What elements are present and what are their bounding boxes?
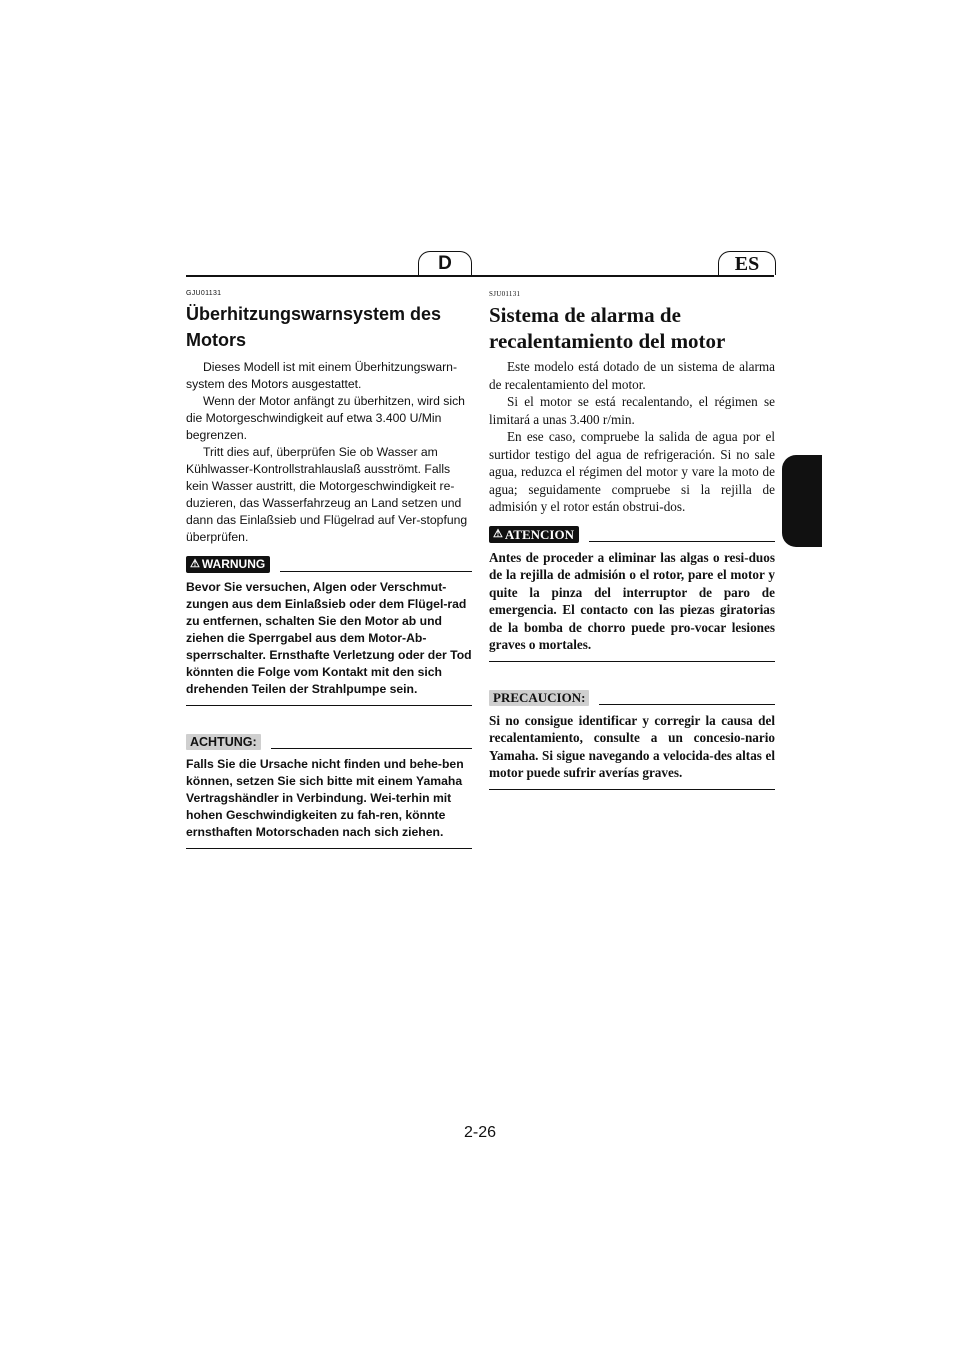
german-caution-header-rule [271, 748, 472, 749]
warning-triangle-icon: ⚠ [190, 558, 200, 570]
german-title-line-2: Motors [186, 330, 246, 350]
german-title-line-1: Überhitzungswarnsystem des [186, 304, 442, 324]
language-tab-german: D [418, 251, 472, 275]
spanish-warning-header-rule [589, 541, 775, 542]
german-caution-text: Falls Sie die Ursache nicht finden und behe-ben können, setzen Sie sich bitte mit einem Yamaha Vertragshändler in Verbindung. Wei-terhin mit hohen Geschwindigkeiten zu fah-ren, könnte ernsthaften Motorschaden nach sich ziehen. [186, 757, 464, 839]
language-tab-spanish: ES [718, 251, 776, 275]
german-paragraph-1: Dieses Modell ist mit einem Überhitzungswarn-system des Motors ausgestattet. [186, 360, 457, 391]
warning-triangle-icon: ⚠ [493, 527, 503, 540]
spanish-caution-end-rule [489, 789, 775, 790]
spanish-warning-text: Antes de proceder a eliminar las algas o resi-duos de la rejilla de admisión o el rotor, pare el motor y quite la pinza del interruptor de paro de emergencia. El contacto con las piezas giratorias de la bomba de chorro puede pro-vocar lesiones graves o mortales. [489, 549, 775, 652]
spanish-title-line-2: recalentamiento del motor [489, 329, 726, 353]
page-number: 2-26 [463, 1124, 497, 1141]
spanish-title [489, 302, 775, 354]
german-warning-label: WARNUNG [201, 557, 266, 571]
german-warning-header-rule [280, 571, 472, 572]
german-warning-text: Bevor Sie versuchen, Algen oder Verschmut-zungen aus dem Einlaßsieb oder dem Flügel-rad zu entfernen, schalten Sie den Motor ab und ziehen die Sperrgabel aus dem Motor-Ab-sperrschalter. Ernsthafte Verletzung oder der Tod könnten die Folge vom Kontakt mit den sich drehenden Teilen der Strahlpumpe sein. [186, 580, 472, 696]
spanish-paragraph-3: En ese caso, compruebe la salida de agua por el surtidor testigo del agua de refrigeración. Si no sale agua, reduzca el régimen del motor y vare la moto de agua; seguidamente compruebe si la rejilla de admisión y el rotor están obstrui-dos. [489, 429, 775, 514]
german-caution-badge: ACHTUNG: [186, 734, 261, 750]
german-warning-badge [186, 556, 270, 573]
spanish-paragraph-1: Este modelo está dotado de un sistema de alarma de recalentamiento del motor. [489, 359, 775, 392]
german-caution-header [186, 734, 472, 750]
spanish-caution-text: Si no consigue identificar y corregir la causa del recalentamiento, consulte a un concesio-nario Yamaha. Si sigue navegando a velocida-des altas el motor puede sufrir averías graves. [489, 712, 775, 780]
section-side-tab [782, 455, 822, 547]
german-paragraph-2: Wenn der Motor anfängt zu überhitzen, wird sich die Motorgeschwindigkeit auf etwa 3.400 U/Min begrenzen. [186, 394, 465, 442]
german-section-code: GJU01131 [186, 290, 222, 297]
spanish-warning-header [489, 526, 775, 543]
spanish-caution-header-rule [599, 704, 775, 705]
spanish-column [489, 290, 775, 790]
spanish-warning-badge [489, 526, 579, 543]
german-title [186, 301, 472, 353]
spanish-paragraph-2: Si el motor se está recalentando, el régimen se limitará a unas 3.400 r/min. [489, 394, 775, 427]
german-paragraph-3: Tritt dies auf, überprüfen Sie ob Wasser am Kühlwasser-Kontrollstrahlauslaß ausströmt. Falls kein Wasser austritt, die Motorgeschwindigkeit re-duzieren, das Wasserfahrzeug an Land setzen und dann das Einlaßsieb und Flügelrad auf Ver-stopfung überprüfen. [186, 445, 468, 544]
spanish-title-line-1: Sistema de alarma de [489, 303, 681, 327]
spanish-caution-header [489, 690, 775, 706]
spanish-warning-label: ATENCION [504, 526, 574, 542]
header-rule [186, 275, 774, 277]
german-warning-header [186, 556, 472, 573]
spanish-caution-badge: PRECAUCION: [489, 690, 589, 706]
spanish-section-code: SJU01131 [489, 290, 521, 298]
german-caution-end-rule [186, 848, 472, 849]
german-column [186, 290, 472, 849]
